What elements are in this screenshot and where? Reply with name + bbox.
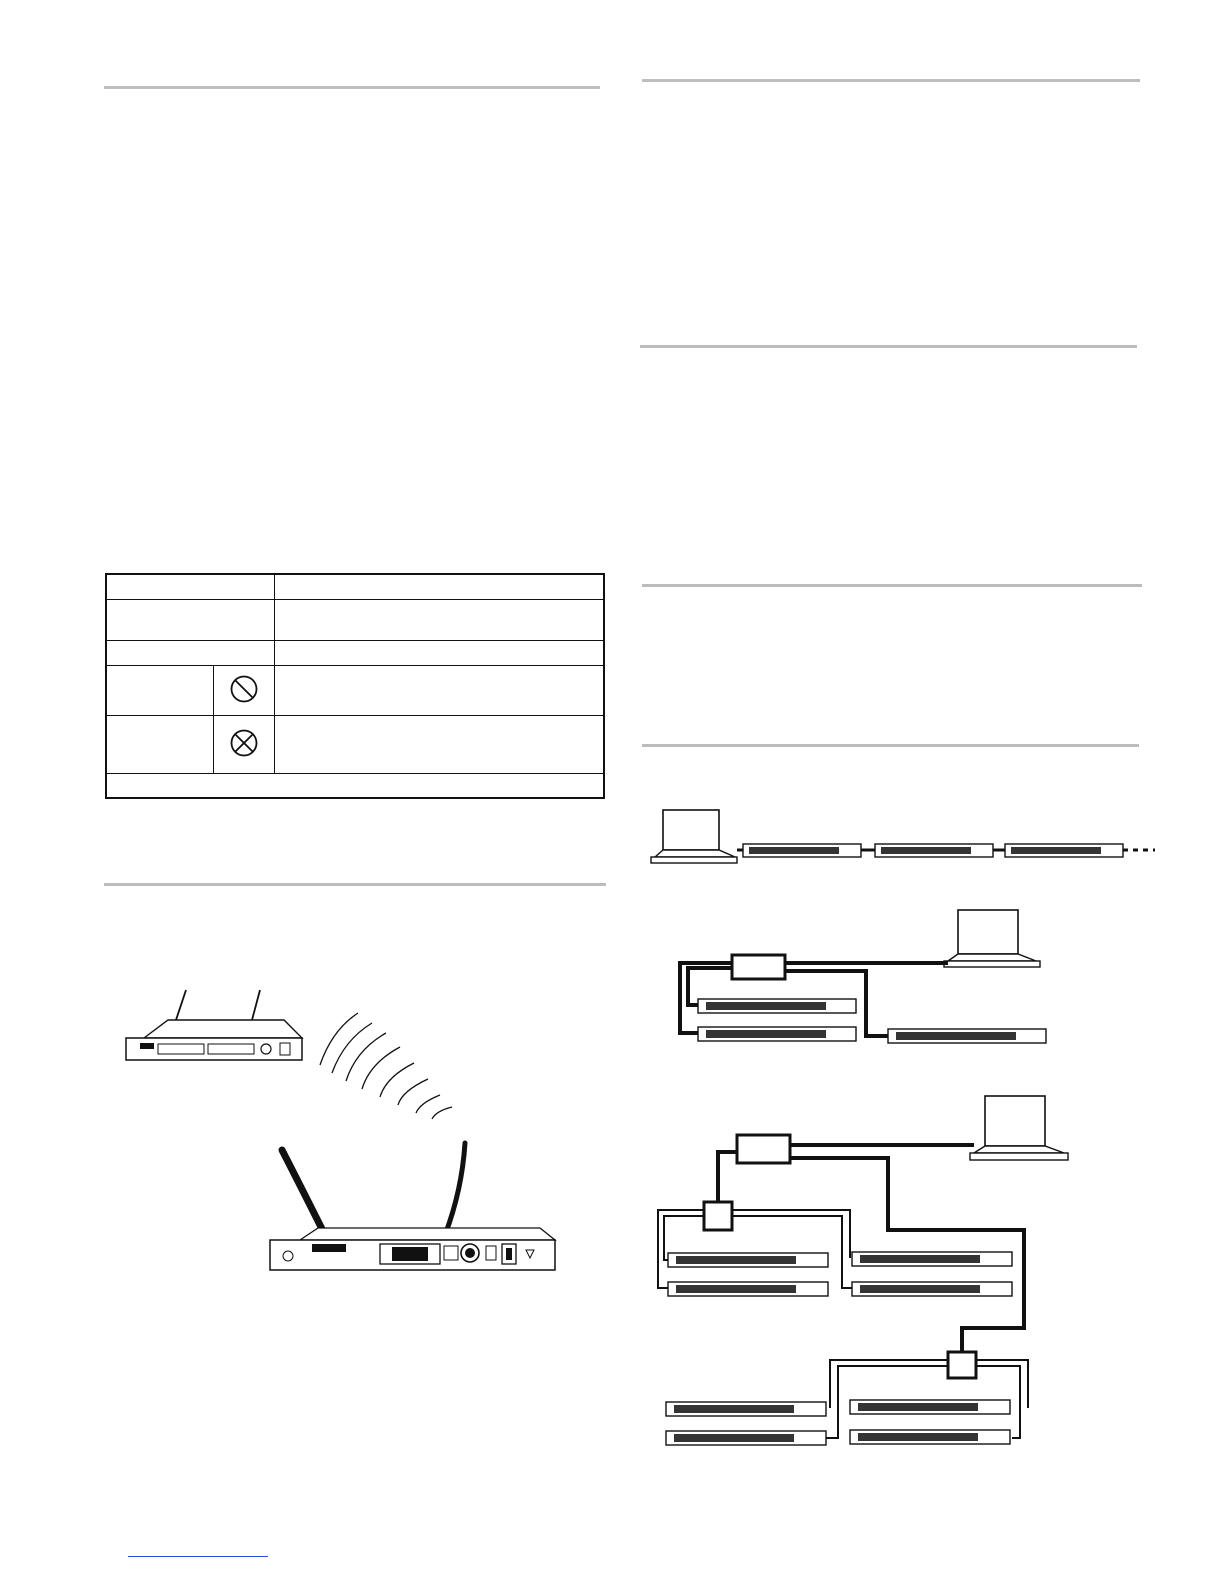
- receiver-unit: [743, 844, 861, 857]
- table-cell-icon: [214, 666, 275, 715]
- network-sub-switch: [704, 1202, 732, 1230]
- table-cell: [106, 666, 214, 715]
- receiver-unit: [852, 1252, 1012, 1266]
- signal-waves: [320, 1013, 452, 1119]
- receiver-unit: [852, 1282, 1012, 1296]
- table-cell: [275, 574, 605, 599]
- receiver-unit: [668, 1282, 828, 1296]
- table-cell-icon: [214, 715, 275, 774]
- table-cell: [275, 715, 605, 774]
- receiver-unit: [888, 1029, 1046, 1043]
- table-cell: [275, 599, 605, 640]
- receiver-unit: [850, 1400, 1010, 1414]
- table-cell: [106, 774, 604, 798]
- table-cell: [106, 641, 275, 666]
- receiver-back: [126, 990, 302, 1060]
- laptop-icon: [944, 910, 1040, 967]
- table-row: [106, 666, 604, 715]
- section-rule-left-1: [104, 86, 600, 89]
- footer-link-underline[interactable]: [128, 1556, 268, 1557]
- table-cell: [106, 574, 275, 599]
- receiver-unit: [875, 844, 993, 857]
- thin-cables-upper: [658, 1210, 852, 1288]
- receiver-front: [270, 1143, 555, 1270]
- table-row: [106, 574, 604, 599]
- table-row: [106, 715, 604, 774]
- table-row: [106, 641, 604, 666]
- section-rule-right-3: [642, 584, 1142, 587]
- network-diagram-cascaded-switches: [640, 1090, 1080, 1460]
- network-switch: [737, 1135, 790, 1163]
- receiver-unit: [666, 1431, 826, 1445]
- network-switch: [732, 955, 785, 979]
- receiver-unit: [698, 1027, 856, 1041]
- receiver-unit: [698, 999, 856, 1013]
- table-row: [106, 599, 604, 640]
- laptop-icon: [970, 1096, 1068, 1160]
- network-cables: [718, 1145, 1024, 1352]
- network-diagram-daisy-chain: [645, 805, 1160, 875]
- circle-x-icon: [228, 727, 260, 759]
- section-rule-right-4: [642, 744, 1139, 747]
- receiver-unit: [668, 1253, 828, 1267]
- network-diagram-single-switch: [660, 905, 1060, 1050]
- receiver-unit: [850, 1430, 1010, 1444]
- section-rule-right-1: [642, 79, 1140, 82]
- table-cell: [106, 715, 214, 774]
- laptop-icon: [651, 810, 737, 863]
- receiver-unit: [666, 1402, 826, 1416]
- section-rule-left-2: [104, 883, 606, 886]
- receiver-unit: [1005, 844, 1123, 857]
- network-sub-switch: [948, 1352, 976, 1378]
- thin-cables-lower: [824, 1360, 1028, 1438]
- table-cell: [106, 599, 275, 640]
- section-rule-right-2: [640, 345, 1137, 348]
- circle-slash-icon: [228, 673, 260, 705]
- table-cell: [275, 666, 605, 715]
- table-row: [106, 774, 604, 798]
- table-cell: [275, 641, 605, 666]
- legend-table: [105, 573, 605, 799]
- wireless-receivers-illustration: [110, 985, 610, 1285]
